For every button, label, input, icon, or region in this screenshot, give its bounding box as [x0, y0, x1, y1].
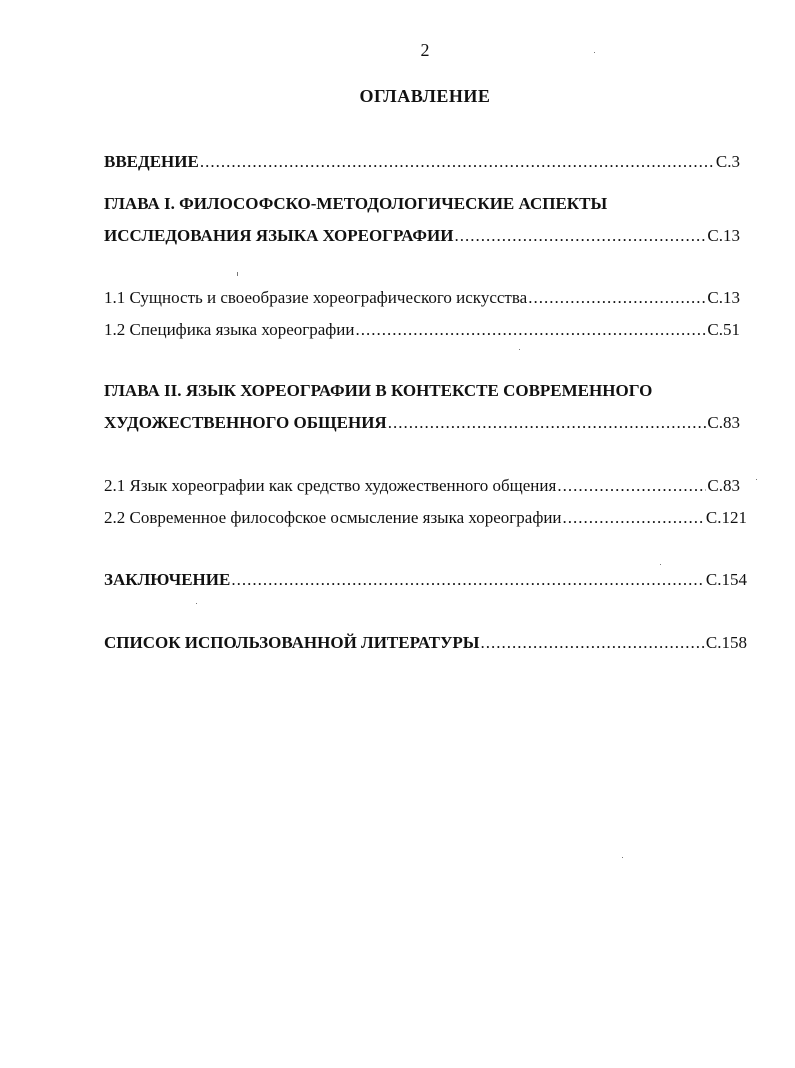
scan-speck	[594, 52, 595, 53]
toc-leader-dots	[563, 506, 705, 530]
toc-leader-dots	[231, 568, 705, 592]
toc-entry-page: С.13	[707, 288, 740, 307]
toc-entry-page: С.83	[707, 476, 740, 495]
toc-title: ОГЛАВЛЕНИЕ	[359, 86, 491, 106]
toc-entry-text: ЗАКЛЮЧЕНИЕ	[104, 570, 231, 589]
toc-entry-section-2-2[interactable]	[104, 506, 747, 530]
toc-entry-page: С.158	[705, 633, 747, 652]
toc-leader-dots	[481, 631, 705, 655]
toc-entry-page: С.154	[705, 570, 747, 589]
toc-entry-text: 2.1 Язык хореографии как средство художественного общения	[104, 476, 557, 495]
toc-entry-text: ИССЛЕДОВАНИЯ ЯЗЫКА ХОРЕОГРАФИИ	[104, 226, 454, 245]
toc-leader-dots	[200, 150, 715, 174]
toc-entry-bibliography[interactable]	[104, 631, 747, 655]
toc-entry-conclusion[interactable]	[104, 568, 747, 592]
scan-speck	[237, 272, 238, 276]
toc-leader-dots	[528, 286, 706, 310]
toc-chapter2-line1[interactable]: ГЛАВА II. ЯЗЫК ХОРЕОГРАФИИ В КОНТЕКСТЕ СОВРЕМЕННОГО	[104, 381, 653, 400]
page-number: 2	[420, 40, 430, 60]
scan-speck	[660, 564, 661, 565]
toc-entry-page: С.121	[705, 508, 747, 527]
scan-speck	[196, 603, 197, 604]
toc-entry-chapter2[interactable]	[104, 411, 740, 435]
scan-speck	[622, 857, 623, 858]
toc-entry-intro[interactable]	[104, 150, 740, 174]
toc-entry-section-1-1[interactable]	[104, 286, 740, 310]
toc-entry-chapter1[interactable]	[104, 224, 740, 248]
toc-entry-text: СПИСОК ИСПОЛЬЗОВАННОЙ ЛИТЕРАТУРЫ	[104, 633, 480, 652]
toc-leader-dots	[454, 224, 706, 248]
toc-leader-dots	[388, 411, 707, 435]
toc-entry-text: ХУДОЖЕСТВЕННОГО ОБЩЕНИЯ	[104, 413, 387, 432]
toc-entry-section-2-1[interactable]	[104, 474, 740, 498]
scan-speck	[519, 349, 520, 350]
toc-entry-text: 1.1 Сущность и своеобразие хореографического искусства	[104, 288, 528, 307]
toc-entry-page: С.51	[707, 320, 740, 339]
toc-entry-page: С.3	[715, 152, 740, 171]
toc-entry-text: 2.2 Современное философское осмысление языка хореографии	[104, 508, 562, 527]
scan-speck	[756, 479, 757, 480]
toc-entry-section-1-2[interactable]	[104, 318, 740, 342]
toc-leader-dots	[557, 474, 706, 498]
toc-leader-dots	[355, 318, 706, 342]
toc-entry-page: С.13	[707, 226, 740, 245]
toc-entry-text: ВВЕДЕНИЕ	[104, 152, 199, 171]
toc-chapter1-line1[interactable]: ГЛАВА I. ФИЛОСОФСКО-МЕТОДОЛОГИЧЕСКИЕ АСПЕКТЫ	[104, 194, 608, 213]
toc-entry-text: 1.2 Специфика языка хореографии	[104, 320, 355, 339]
toc-entry-page: С.83	[707, 413, 740, 432]
